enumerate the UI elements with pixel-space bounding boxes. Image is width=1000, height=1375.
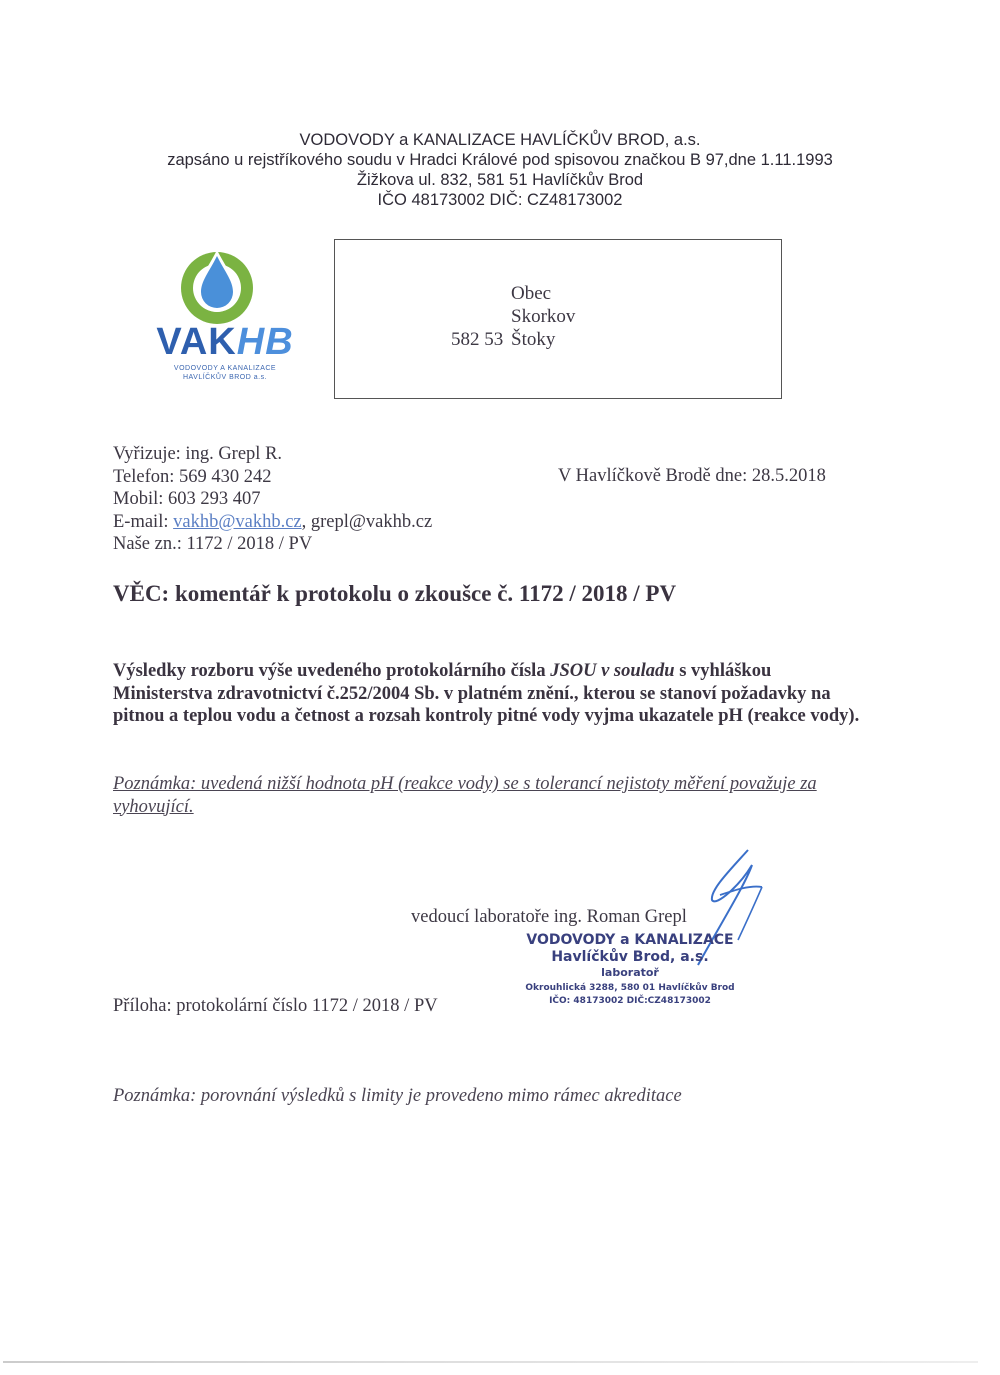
- company-name: VODOVODY a KANALIZACE HAVLÍČKŮV BROD, a.s.: [299, 131, 701, 149]
- recipient-line-1: Obec: [511, 283, 552, 304]
- attachment-note: Příloha: protokolární číslo 1172 / 2018 / PV: [113, 996, 438, 1016]
- letter-date: V Havlíčkově Brodě dne: 28.5.2018: [558, 466, 826, 486]
- company-address: Žižkova ul. 832, 581 51 Havlíčkův Brod: [356, 171, 644, 189]
- company-ids: IČO 48173002 DIČ: CZ48173002: [377, 191, 623, 209]
- contact-block: [113, 443, 432, 556]
- email-link[interactable]: vakhb@vakhb.cz: [173, 511, 302, 532]
- handler: Vyřizuje: ing. Grepl R.: [113, 444, 283, 464]
- laboratory-stamp: VODOVODY a KANALIZACE Havlíčkův Brod, a.s. laboratoř Okrouhlická 3288, 580 01 Havlíčkův Brod IČO: 48173002 DIČ:CZ48173002: [525, 932, 735, 1006]
- logo-subtitle-1: VODOVODY A KANALIZACE: [173, 365, 277, 372]
- company-logo: [140, 248, 310, 388]
- mobile: Mobil: 603 293 407: [113, 489, 261, 509]
- recipient-city: Štoky: [511, 329, 556, 350]
- letter-subject: VĚC: komentář k protokolu o zkoušce č. 1172 / 2018 / PV: [113, 581, 677, 606]
- letter-body: Výsledky rozboru výše uvedeného protokolárního čísla JSOU v souladu s vyhláškou Ministerstva zdravotnictví č.252/2004 Sb. v platném znění., kterou se stanoví požadavky na pitnou a teplou vodu a četnost a rozsah kontroly pitné vody vyjma ukazatele pH (reakce vody).: [113, 661, 860, 726]
- email-line: E-mail: vakhb@vakhb.cz, grepl@vakhb.cz: [113, 511, 433, 532]
- compliance-emphasis: JSOU v souladu: [550, 661, 675, 681]
- phone: Telefon: 569 430 242: [113, 466, 272, 487]
- page-bottom-edge: [3, 1361, 978, 1363]
- signer-name: vedoucí laboratoře ing. Roman Grepl: [411, 907, 687, 927]
- reference-number: Naše zn.: 1172 / 2018 / PV: [113, 534, 313, 554]
- logo-wordmark: VAKHB: [156, 321, 294, 363]
- accreditation-note: Poznámka: porovnání výsledků s limity je provedeno mimo rámec akreditace: [113, 1086, 682, 1106]
- registration-info: zapsáno u rejstříkového soudu v Hradci Králové pod spisovou značkou B 97,dne 1.11.1993: [167, 151, 833, 169]
- recipient-line-2: Skorkov: [511, 306, 576, 327]
- logo-subtitle-2: HAVLÍČKŮV BROD a.s.: [182, 374, 268, 381]
- water-drop-icon: [177, 248, 257, 328]
- recipient-zip: 582 53: [451, 329, 504, 350]
- ph-note: Poznámka: uvedená nižší hodnota pH (reakce vody) se s tolerancí nejistoty měření považuje za vyhovující.: [113, 774, 817, 817]
- recipient-address-box: [334, 239, 782, 399]
